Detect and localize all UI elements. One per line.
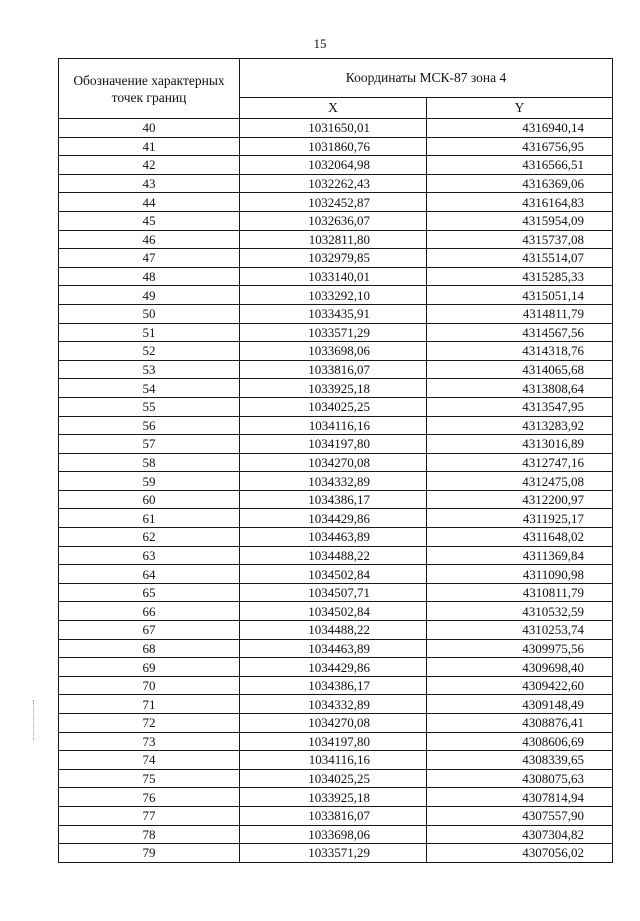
- y-coordinate-cell: 4312747,16: [427, 453, 613, 472]
- x-coordinate-cell: 1033925,18: [240, 379, 427, 398]
- y-coordinate-cell: 4311648,02: [427, 528, 613, 547]
- y-coordinate-cell: 4313808,64: [427, 379, 613, 398]
- point-number-cell: 67: [59, 621, 240, 640]
- table-row: [59, 546, 613, 565]
- x-coordinate-cell: 1034488,22: [240, 546, 427, 565]
- table-row: [59, 435, 613, 454]
- y-coordinate-cell: 4314318,76: [427, 342, 613, 361]
- y-coordinate-cell: 4316164,83: [427, 193, 613, 212]
- table-row: [59, 453, 613, 472]
- y-coordinate-cell: 4310811,79: [427, 583, 613, 602]
- x-coordinate-cell: 1033571,29: [240, 844, 427, 863]
- table-row: [59, 137, 613, 156]
- table-row: [59, 639, 613, 658]
- point-number-cell: 62: [59, 528, 240, 547]
- table-row: [59, 658, 613, 677]
- x-coordinate-cell: 1034197,80: [240, 435, 427, 454]
- y-coordinate-cell: 4312475,08: [427, 472, 613, 491]
- x-coordinate-cell: 1033925,18: [240, 788, 427, 807]
- coordinate-system-header: Координаты МСК-87 зона 4: [240, 59, 613, 98]
- table-header: [59, 59, 613, 119]
- table-row: [59, 844, 613, 863]
- table-row: [59, 416, 613, 435]
- point-number-cell: 69: [59, 658, 240, 677]
- table-row: [59, 342, 613, 361]
- point-number-cell: 71: [59, 695, 240, 714]
- point-number-cell: 63: [59, 546, 240, 565]
- point-number-cell: 56: [59, 416, 240, 435]
- table-row: [59, 323, 613, 342]
- point-number-cell: 70: [59, 676, 240, 695]
- x-coordinate-cell: 1034025,25: [240, 397, 427, 416]
- point-number-cell: 79: [59, 844, 240, 863]
- y-coordinate-cell: 4308876,41: [427, 714, 613, 733]
- x-coordinate-cell: 1032452,87: [240, 193, 427, 212]
- page-number: 15: [313, 36, 327, 51]
- y-coordinate-cell: 4307557,90: [427, 806, 613, 825]
- point-number-cell: 64: [59, 565, 240, 584]
- scan-artifact: [33, 700, 35, 740]
- point-number-cell: 44: [59, 193, 240, 212]
- table-row: [59, 825, 613, 844]
- table-row: [59, 174, 613, 193]
- x-coordinate-cell: 1032811,80: [240, 230, 427, 249]
- x-coordinate-cell: 1033698,06: [240, 825, 427, 844]
- x-coordinate-cell: 1034502,84: [240, 602, 427, 621]
- point-number-cell: 51: [59, 323, 240, 342]
- point-number-cell: 54: [59, 379, 240, 398]
- x-coordinate-cell: 1033140,01: [240, 267, 427, 286]
- table-row: [59, 379, 613, 398]
- x-coordinate-cell: 1034270,08: [240, 453, 427, 472]
- table-row: [59, 490, 613, 509]
- point-number-cell: 78: [59, 825, 240, 844]
- point-number-cell: 47: [59, 249, 240, 268]
- table-row: [59, 472, 613, 491]
- table-row: [59, 193, 613, 212]
- table-row: [59, 714, 613, 733]
- x-coordinate-cell: 1032262,43: [240, 174, 427, 193]
- y-coordinate-cell: 4316369,06: [427, 174, 613, 193]
- x-coordinate-cell: 1031860,76: [240, 137, 427, 156]
- table-row: [59, 397, 613, 416]
- x-coordinate-cell: 1032064,98: [240, 156, 427, 175]
- point-number-cell: 46: [59, 230, 240, 249]
- x-coordinate-cell: 1034116,16: [240, 751, 427, 770]
- point-number-cell: 52: [59, 342, 240, 361]
- y-coordinate-cell: 4307814,94: [427, 788, 613, 807]
- x-coordinate-cell: 1034429,86: [240, 658, 427, 677]
- x-coordinate-cell: 1033571,29: [240, 323, 427, 342]
- x-coordinate-cell: 1034502,84: [240, 565, 427, 584]
- table-row: [59, 788, 613, 807]
- y-coordinate-cell: 4315514,07: [427, 249, 613, 268]
- y-coordinate-cell: 4308339,65: [427, 751, 613, 770]
- x-coordinate-cell: 1034197,80: [240, 732, 427, 751]
- point-number-cell: 45: [59, 211, 240, 230]
- point-number-cell: 48: [59, 267, 240, 286]
- y-coordinate-cell: 4315954,09: [427, 211, 613, 230]
- point-number-cell: 61: [59, 509, 240, 528]
- point-number-cell: 66: [59, 602, 240, 621]
- point-number-cell: 59: [59, 472, 240, 491]
- table-row: [59, 509, 613, 528]
- x-coordinate-cell: 1034386,17: [240, 490, 427, 509]
- table-row: [59, 751, 613, 770]
- x-coordinate-cell: 1032636,07: [240, 211, 427, 230]
- x-coordinate-cell: 1034116,16: [240, 416, 427, 435]
- point-number-cell: 75: [59, 769, 240, 788]
- y-coordinate-cell: 4312200,97: [427, 490, 613, 509]
- y-column-header: Y: [427, 98, 613, 119]
- table-row: [59, 769, 613, 788]
- x-coordinate-cell: 1034488,22: [240, 621, 427, 640]
- x-coordinate-cell: 1033816,07: [240, 806, 427, 825]
- point-number-cell: 58: [59, 453, 240, 472]
- table-row: [59, 249, 613, 268]
- y-coordinate-cell: 4309698,40: [427, 658, 613, 677]
- y-coordinate-cell: 4316756,95: [427, 137, 613, 156]
- point-number-cell: 43: [59, 174, 240, 193]
- point-number-cell: 55: [59, 397, 240, 416]
- table-row: [59, 806, 613, 825]
- point-number-cell: 68: [59, 639, 240, 658]
- y-coordinate-cell: 4308606,69: [427, 732, 613, 751]
- y-coordinate-cell: 4307304,82: [427, 825, 613, 844]
- x-column-header: X: [240, 98, 427, 119]
- point-number-cell: 65: [59, 583, 240, 602]
- table-row: [59, 676, 613, 695]
- table-row: [59, 528, 613, 547]
- y-coordinate-cell: 4308075,63: [427, 769, 613, 788]
- y-coordinate-cell: 4310532,59: [427, 602, 613, 621]
- y-coordinate-cell: 4313283,92: [427, 416, 613, 435]
- x-coordinate-cell: 1034270,08: [240, 714, 427, 733]
- x-coordinate-cell: 1034429,86: [240, 509, 427, 528]
- y-coordinate-cell: 4316566,51: [427, 156, 613, 175]
- x-coordinate-cell: 1034463,89: [240, 528, 427, 547]
- point-number-cell: 50: [59, 304, 240, 323]
- table-row: [59, 304, 613, 323]
- point-number-cell: 40: [59, 119, 240, 138]
- y-coordinate-cell: 4309975,56: [427, 639, 613, 658]
- x-coordinate-cell: 1033816,07: [240, 360, 427, 379]
- y-coordinate-cell: 4307056,02: [427, 844, 613, 863]
- y-coordinate-cell: 4309148,49: [427, 695, 613, 714]
- point-designation-header: Обозначение характерных точек границ: [59, 59, 240, 119]
- x-coordinate-cell: 1034332,89: [240, 472, 427, 491]
- point-number-cell: 73: [59, 732, 240, 751]
- x-coordinate-cell: 1032979,85: [240, 249, 427, 268]
- point-number-cell: 72: [59, 714, 240, 733]
- y-coordinate-cell: 4315285,33: [427, 267, 613, 286]
- x-coordinate-cell: 1034332,89: [240, 695, 427, 714]
- table-row: [59, 695, 613, 714]
- y-coordinate-cell: 4311369,84: [427, 546, 613, 565]
- y-coordinate-cell: 4314811,79: [427, 304, 613, 323]
- table-row: [59, 230, 613, 249]
- table-row: [59, 621, 613, 640]
- x-coordinate-cell: 1033698,06: [240, 342, 427, 361]
- x-coordinate-cell: 1033292,10: [240, 286, 427, 305]
- table-row: [59, 360, 613, 379]
- point-number-cell: 42: [59, 156, 240, 175]
- table-row: [59, 583, 613, 602]
- table-row: [59, 286, 613, 305]
- y-coordinate-cell: 4313016,89: [427, 435, 613, 454]
- point-number-cell: 77: [59, 806, 240, 825]
- y-coordinate-cell: 4314567,56: [427, 323, 613, 342]
- table-row: [59, 267, 613, 286]
- coordinates-table: [58, 58, 613, 863]
- x-coordinate-cell: 1034463,89: [240, 639, 427, 658]
- table-body: [59, 119, 613, 863]
- table-row: [59, 565, 613, 584]
- x-coordinate-cell: 1034025,25: [240, 769, 427, 788]
- table-row: [59, 156, 613, 175]
- x-coordinate-cell: 1034386,17: [240, 676, 427, 695]
- point-number-cell: 53: [59, 360, 240, 379]
- point-number-cell: 57: [59, 435, 240, 454]
- x-coordinate-cell: 1033435,91: [240, 304, 427, 323]
- table-row: [59, 211, 613, 230]
- x-coordinate-cell: 1031650,01: [240, 119, 427, 138]
- table-row: [59, 602, 613, 621]
- y-coordinate-cell: 4311925,17: [427, 509, 613, 528]
- y-coordinate-cell: 4314065,68: [427, 360, 613, 379]
- point-number-cell: 41: [59, 137, 240, 156]
- table-row: [59, 732, 613, 751]
- point-number-cell: 60: [59, 490, 240, 509]
- y-coordinate-cell: 4316940,14: [427, 119, 613, 138]
- y-coordinate-cell: 4315737,08: [427, 230, 613, 249]
- point-number-cell: 76: [59, 788, 240, 807]
- x-coordinate-cell: 1034507,71: [240, 583, 427, 602]
- table-row: [59, 119, 613, 138]
- point-number-cell: 49: [59, 286, 240, 305]
- y-coordinate-cell: 4313547,95: [427, 397, 613, 416]
- y-coordinate-cell: 4309422,60: [427, 676, 613, 695]
- y-coordinate-cell: 4310253,74: [427, 621, 613, 640]
- y-coordinate-cell: 4311090,98: [427, 565, 613, 584]
- y-coordinate-cell: 4315051,14: [427, 286, 613, 305]
- point-number-cell: 74: [59, 751, 240, 770]
